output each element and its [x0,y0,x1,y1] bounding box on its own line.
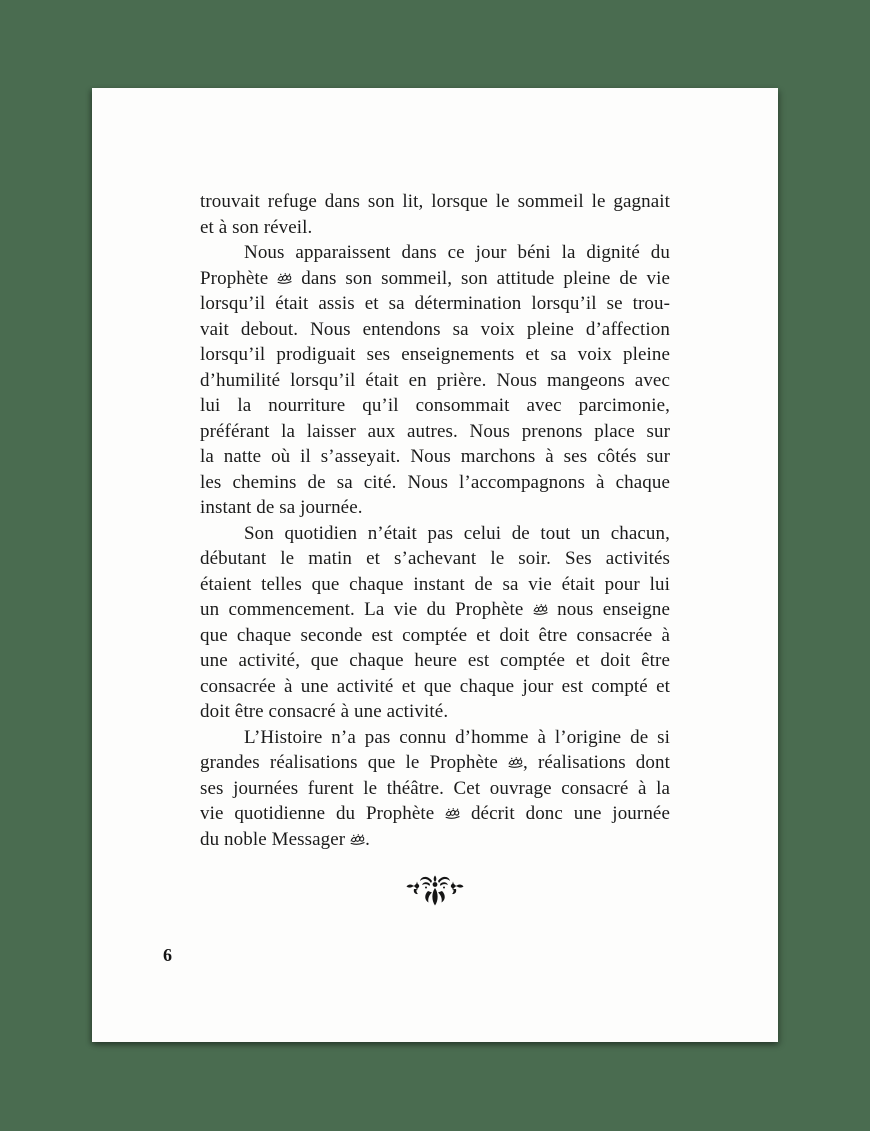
text-line: d’humilité lorsqu’il était en prière. Nous mangeons avec [200,369,670,391]
text-line: vie quotidienne du Prophète décrit donc une journée [200,803,670,824]
text-line: la natte où il s’asseyait. Nous marchons à ses côtés sur [200,446,670,467]
honorific-saw-icon [445,807,460,820]
text-line: ses journées furent le théâtre. Cet ouvrage consacré à la [200,777,670,799]
honorific-saw-icon [277,272,292,285]
text-line: trouvait refuge dans son lit, lorsque le sommeil le gagnait [200,191,670,212]
honorific-saw-icon [508,756,523,769]
text-line: doit être consacré à une activité. [200,701,449,722]
text-line: et à son réveil. [200,216,313,238]
honorific-saw-icon [350,833,365,846]
text-line: les chemins de sa cité. Nous l’accompagnons à chaque [200,471,670,493]
text-line: préférant la laisser aux autres. Nous prenons place sur [200,420,670,442]
text-line: une activité, que chaque heure est comptée et doit être [200,650,670,671]
text-line: que chaque seconde est comptée et doit être consacrée à [200,624,670,646]
text-line: Prophète dans son sommeil, son attitude pleine de vie [200,267,670,289]
book-page [92,88,778,1042]
text-line: instant de sa journée. [200,497,363,518]
text-line: L’Histoire n’a pas connu d’homme à l’origine de si [244,726,670,748]
text-line: Son quotidien n’était pas celui de tout un chacun, [244,522,670,544]
text-line: lui la nourriture qu’il consommait avec parcimonie, [200,395,670,416]
text-line: lorsqu’il était assis et sa détermination lorsqu’il se trou- [200,293,670,314]
text-line: consacrée à une activité et que chaque jour est compté et [200,675,670,697]
honorific-saw-icon [533,603,548,616]
floral-fleuron-icon [406,895,464,912]
text-line: lorsqu’il prodiguait ses enseignements et sa voix pleine [200,344,670,365]
page-number: 6 [163,945,172,965]
text-line: Nous apparaissent dans ce jour béni la dignité du [244,242,670,263]
text-line: débutant le matin et s’achevant le soir. Ses activités [200,548,670,569]
text-line: un commencement. La vie du Prophète nous enseigne [200,599,670,620]
text-line: étaient telles que chaque instant de sa vie était pour lui [200,573,670,595]
page-text-block [200,189,670,852]
text-line: du noble Messager . [200,828,370,850]
text-line: vait debout. Nous entendons sa voix pleine d’affection [200,318,670,340]
text-line: grandes réalisations que le Prophète , réalisations dont [200,752,670,773]
fleuron-ornament [92,874,778,913]
